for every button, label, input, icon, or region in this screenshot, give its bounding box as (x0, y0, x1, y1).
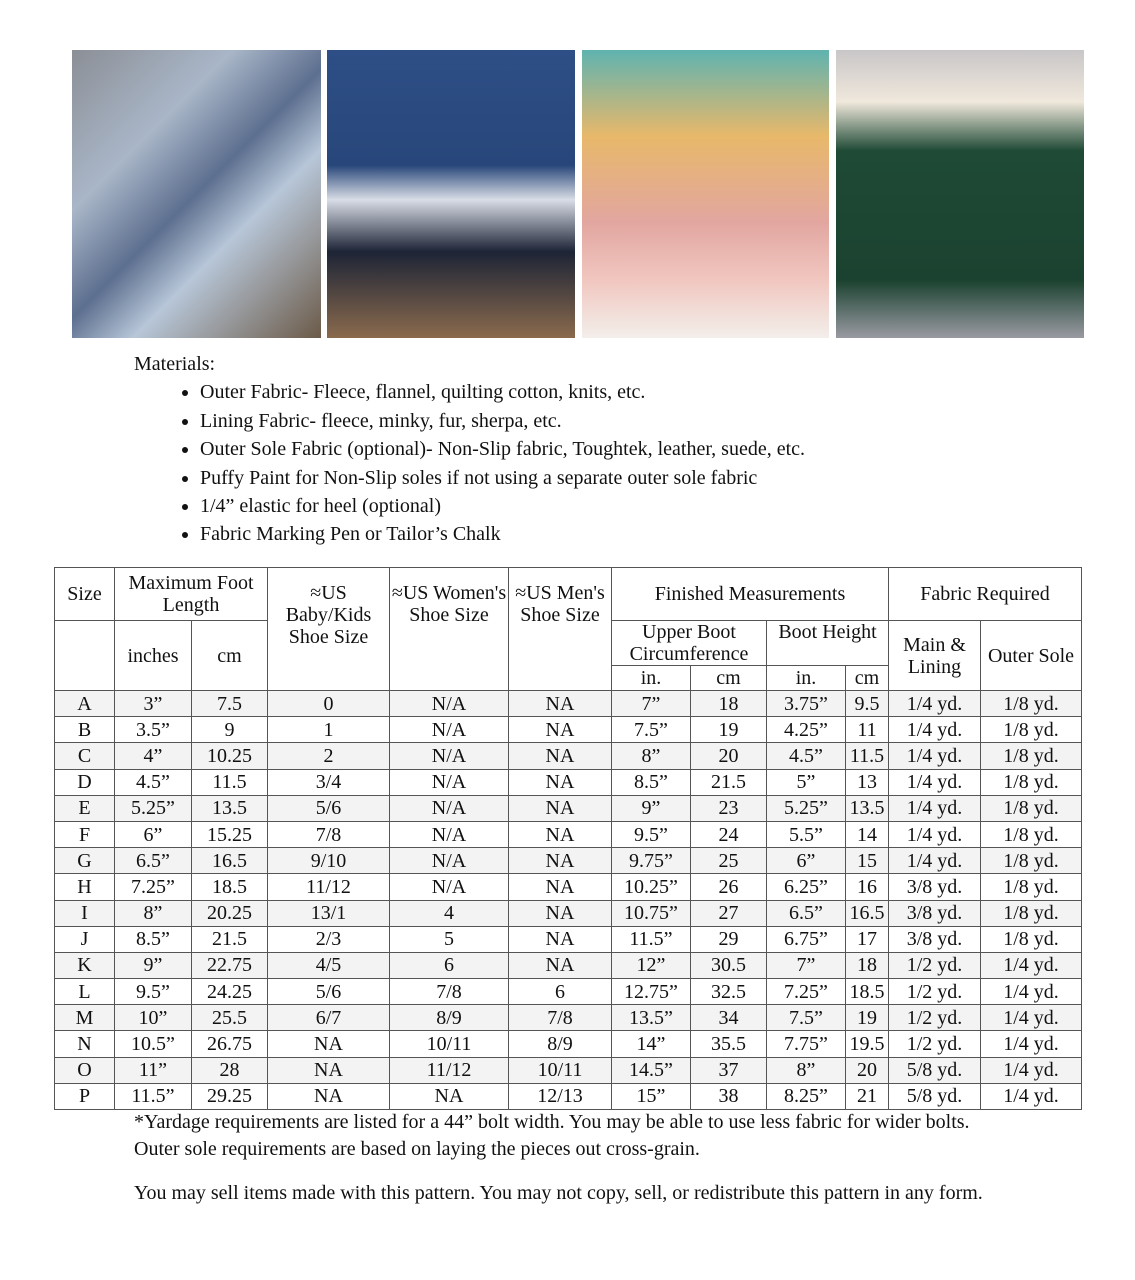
table-cell: N/A (390, 848, 509, 874)
table-cell: 1/4 yd. (981, 1083, 1082, 1109)
table-cell: 3.75” (767, 691, 846, 717)
table-cell: 1/8 yd. (981, 874, 1082, 900)
table-cell: NA (509, 743, 612, 769)
table-cell: 28 (192, 1057, 268, 1083)
table-cell: 11” (115, 1057, 192, 1083)
table-cell: A (55, 691, 115, 717)
table-cell: 1/8 yd. (981, 743, 1082, 769)
table-cell: 6/7 (268, 1005, 390, 1031)
table-cell: NA (509, 821, 612, 847)
table-row (55, 979, 1082, 1005)
table-cell: N/A (390, 795, 509, 821)
photo-snowflake-slippers (327, 50, 575, 338)
list-item: • Lining Fabric- fleece, minky, fur, sherpa, etc. (200, 407, 805, 435)
table-cell: 2 (268, 743, 390, 769)
table-cell: N/A (390, 691, 509, 717)
table-cell: 1/4 yd. (889, 769, 981, 795)
table-cell: N (55, 1031, 115, 1057)
header-fabric: Fabric Required (889, 568, 1082, 621)
table-cell: 1/4 yd. (889, 717, 981, 743)
table-cell: 6.75” (767, 926, 846, 952)
table-cell: 3/8 yd. (889, 900, 981, 926)
table-cell: 1/2 yd. (889, 1031, 981, 1057)
table-row (55, 769, 1082, 795)
table-cell: 1/4 yd. (981, 979, 1082, 1005)
table-cell: NA (509, 717, 612, 743)
materials-section (134, 350, 805, 549)
table-row (55, 874, 1082, 900)
table-cell: 18 (691, 691, 767, 717)
table-cell: 4” (115, 743, 192, 769)
table-cell: 14” (612, 1031, 691, 1057)
table-cell: 15.25 (192, 821, 268, 847)
header-upper-circumference: Upper Boot Circumference (612, 621, 767, 666)
table-cell: 10.75” (612, 900, 691, 926)
table-cell: 19 (846, 1005, 889, 1031)
table-cell: 12.75” (612, 979, 691, 1005)
table-cell: 20 (846, 1057, 889, 1083)
header-men: ≈US Men's Shoe Size (509, 568, 612, 691)
header-cm: cm (192, 621, 268, 691)
table-cell: N/A (390, 874, 509, 900)
table-row (55, 717, 1082, 743)
table-cell: 18 (846, 952, 889, 978)
list-item: • Outer Fabric- Fleece, flannel, quilting cotton, knits, etc. (200, 378, 805, 406)
table-cell: 7/8 (390, 979, 509, 1005)
materials-list (134, 378, 805, 548)
table-cell: H (55, 874, 115, 900)
header-in: in. (767, 666, 846, 691)
table-cell: 9.5” (612, 821, 691, 847)
table-cell: 14.5” (612, 1057, 691, 1083)
table-cell: 21.5 (691, 769, 767, 795)
table-cell: 25.5 (192, 1005, 268, 1031)
table-cell: 1/8 yd. (981, 848, 1082, 874)
table-cell: NA (509, 874, 612, 900)
table-cell: 26.75 (192, 1031, 268, 1057)
table-cell: 35.5 (691, 1031, 767, 1057)
table-cell: 8/9 (509, 1031, 612, 1057)
list-item: • 1/4” elastic for heel (optional) (200, 492, 805, 520)
list-item: • Puffy Paint for Non-Slip soles if not using a separate outer sole fabric (200, 464, 805, 492)
table-cell: 6.25” (767, 874, 846, 900)
table-cell: 1/4 yd. (981, 1031, 1082, 1057)
table-cell: 10” (115, 1005, 192, 1031)
table-cell: 18.5 (846, 979, 889, 1005)
table-cell: 6.5” (115, 848, 192, 874)
table-cell: 20 (691, 743, 767, 769)
materials-heading: Materials: (134, 353, 216, 375)
table-cell: 5/6 (268, 979, 390, 1005)
table-cell: 16 (846, 874, 889, 900)
table-cell: 5 (390, 926, 509, 952)
table-row (55, 848, 1082, 874)
table-cell: 7.25” (767, 979, 846, 1005)
table-cell: 5.25” (767, 795, 846, 821)
table-cell: 13.5” (612, 1005, 691, 1031)
table-row (55, 795, 1082, 821)
header-women: ≈US Women's Shoe Size (390, 568, 509, 691)
table-cell: NA (268, 1083, 390, 1109)
table-cell: 11.5” (612, 926, 691, 952)
table-cell: 1/8 yd. (981, 900, 1082, 926)
table-cell: 9” (115, 952, 192, 978)
table-cell: NA (268, 1057, 390, 1083)
table-row (55, 1031, 1082, 1057)
table-cell: 3” (115, 691, 192, 717)
table-cell: M (55, 1005, 115, 1031)
table-cell: 25 (691, 848, 767, 874)
table-cell: 34 (691, 1005, 767, 1031)
table-cell: 24 (691, 821, 767, 847)
header-cm: cm (691, 666, 767, 691)
table-cell: 7” (612, 691, 691, 717)
table-cell: 7/8 (509, 1005, 612, 1031)
table-cell: 3/8 yd. (889, 874, 981, 900)
photo-green-floral-boots (836, 50, 1084, 338)
table-cell: 10.25” (612, 874, 691, 900)
table-cell: 21.5 (192, 926, 268, 952)
table-cell: N/A (390, 717, 509, 743)
table-cell: 4 (390, 900, 509, 926)
table-cell: 1/4 yd. (981, 952, 1082, 978)
table-cell: 8” (115, 900, 192, 926)
table-cell: 11.5 (192, 769, 268, 795)
table-cell: 19 (691, 717, 767, 743)
list-item: • Outer Sole Fabric (optional)- Non-Slip fabric, Toughtek, leather, suede, etc. (200, 435, 805, 463)
table-row (55, 952, 1082, 978)
table-cell: 4.25” (767, 717, 846, 743)
photo-argyle-boots (72, 50, 321, 338)
table-cell: 3/8 yd. (889, 926, 981, 952)
table-row (55, 926, 1082, 952)
table-cell: 1/8 yd. (981, 821, 1082, 847)
list-item: • Fabric Marking Pen or Tailor’s Chalk (200, 520, 805, 548)
table-cell: 10/11 (390, 1031, 509, 1057)
table-cell: 37 (691, 1057, 767, 1083)
table-cell: 5/6 (268, 795, 390, 821)
table-cell: 6 (509, 979, 612, 1005)
table-cell: NA (268, 1031, 390, 1057)
license-note: You may sell items made with this pattern. You may not copy, sell, or redistribute this pattern in any form. (134, 1182, 983, 1204)
header-main-lining: Main & Lining (889, 621, 981, 691)
table-cell: 3/4 (268, 769, 390, 795)
table-cell: N/A (390, 821, 509, 847)
table-cell: 13.5 (192, 795, 268, 821)
table-cell: 5” (767, 769, 846, 795)
table-cell: 10.5” (115, 1031, 192, 1057)
table-cell: N/A (390, 743, 509, 769)
table-cell: NA (390, 1083, 509, 1109)
table-cell: 14 (846, 821, 889, 847)
table-cell: 6” (115, 821, 192, 847)
table-cell: 5.25” (115, 795, 192, 821)
table-cell: C (55, 743, 115, 769)
table-cell: 1/8 yd. (981, 769, 1082, 795)
table-cell: 1 (268, 717, 390, 743)
table-cell: 1/8 yd. (981, 926, 1082, 952)
table-cell: 11/12 (268, 874, 390, 900)
table-cell: 1/8 yd. (981, 691, 1082, 717)
table-row (55, 900, 1082, 926)
table-cell: 15” (612, 1083, 691, 1109)
table-cell: 5/8 yd. (889, 1083, 981, 1109)
table-cell: G (55, 848, 115, 874)
table-cell: 1/2 yd. (889, 1005, 981, 1031)
table-cell: I (55, 900, 115, 926)
table-cell: 24.25 (192, 979, 268, 1005)
table-cell: 17 (846, 926, 889, 952)
yardage-footnote: *Yardage requirements are listed for a 44” bolt width. You may be able to use less fabric for wider bolts. Outer sole requirements are based on laying the pieces out cross-grain. (134, 1111, 970, 1160)
table-cell: 19.5 (846, 1031, 889, 1057)
table-cell: 9.5” (115, 979, 192, 1005)
table-cell: 9.5 (846, 691, 889, 717)
table-cell: 8.25” (767, 1083, 846, 1109)
size-chart-table (54, 567, 1082, 1110)
table-cell: F (55, 821, 115, 847)
header-boot-height: Boot Height (767, 621, 889, 666)
table-cell: 7/8 (268, 821, 390, 847)
table-cell: 12/13 (509, 1083, 612, 1109)
table-cell: 13/1 (268, 900, 390, 926)
table-row (55, 1083, 1082, 1109)
table-cell: 1/2 yd. (889, 952, 981, 978)
table-cell: D (55, 769, 115, 795)
table-cell: NA (509, 926, 612, 952)
table-cell: 7.5 (192, 691, 268, 717)
table-cell: 2/3 (268, 926, 390, 952)
table-cell: 7.5” (612, 717, 691, 743)
table-cell: E (55, 795, 115, 821)
table-cell: J (55, 926, 115, 952)
table-row (55, 691, 1082, 717)
table-cell: 7.25” (115, 874, 192, 900)
table-cell: 1/4 yd. (889, 743, 981, 769)
table-cell: 0 (268, 691, 390, 717)
table-cell: K (55, 952, 115, 978)
table-cell: 16.5 (192, 848, 268, 874)
table-cell: 1/4 yd. (981, 1057, 1082, 1083)
table-cell: 20.25 (192, 900, 268, 926)
table-cell: 11/12 (390, 1057, 509, 1083)
table-cell: 29 (691, 926, 767, 952)
header-inches: inches (115, 621, 192, 691)
table-cell: 30.5 (691, 952, 767, 978)
table-cell: NA (509, 848, 612, 874)
header-blank (55, 621, 115, 691)
table-cell: 1/8 yd. (981, 795, 1082, 821)
table-cell: 9” (612, 795, 691, 821)
table-cell: 12” (612, 952, 691, 978)
table-cell: 1/4 yd. (889, 821, 981, 847)
table-cell: 9.75” (612, 848, 691, 874)
table-cell: 7.5” (767, 1005, 846, 1031)
table-cell: 8/9 (390, 1005, 509, 1031)
table-cell: 1/4 yd. (889, 691, 981, 717)
table-cell: 9 (192, 717, 268, 743)
table-cell: 27 (691, 900, 767, 926)
table-cell: 21 (846, 1083, 889, 1109)
header-baby-kids: ≈US Baby/Kids Shoe Size (268, 568, 390, 691)
table-cell: 29.25 (192, 1083, 268, 1109)
table-cell: 4.5” (115, 769, 192, 795)
table-cell: 3.5” (115, 717, 192, 743)
header-outer-sole: Outer Sole (981, 621, 1082, 691)
table-cell: 10.25 (192, 743, 268, 769)
table-cell: 4.5” (767, 743, 846, 769)
table-cell: NA (509, 769, 612, 795)
header-size: Size (55, 568, 115, 621)
table-cell: 7” (767, 952, 846, 978)
table-cell: NA (509, 691, 612, 717)
table-row (55, 1057, 1082, 1083)
table-cell: 1/2 yd. (889, 979, 981, 1005)
table-cell: 8.5” (115, 926, 192, 952)
table-cell: 8.5” (612, 769, 691, 795)
header-cm: cm (846, 666, 889, 691)
table-cell: 6.5” (767, 900, 846, 926)
table-cell: 23 (691, 795, 767, 821)
table-cell: L (55, 979, 115, 1005)
table-row (55, 821, 1082, 847)
header-max-foot-length: Maximum Foot Length (115, 568, 268, 621)
table-cell: 7.75” (767, 1031, 846, 1057)
table-cell: 16.5 (846, 900, 889, 926)
photo-pink-booties (582, 50, 829, 338)
table-cell: 11.5” (115, 1083, 192, 1109)
table-cell: 1/4 yd. (889, 848, 981, 874)
table-cell: 26 (691, 874, 767, 900)
table-cell: NA (509, 900, 612, 926)
table-cell: O (55, 1057, 115, 1083)
table-cell: 1/4 yd. (889, 795, 981, 821)
table-cell: N/A (390, 769, 509, 795)
table-cell: 1/8 yd. (981, 717, 1082, 743)
table-cell: 11.5 (846, 743, 889, 769)
table-cell: 1/4 yd. (981, 1005, 1082, 1031)
table-cell: NA (509, 795, 612, 821)
table-cell: 6 (390, 952, 509, 978)
table-cell: 8” (612, 743, 691, 769)
table-cell: 8” (767, 1057, 846, 1083)
table-cell: 38 (691, 1083, 767, 1109)
table-cell: 18.5 (192, 874, 268, 900)
table-cell: 22.75 (192, 952, 268, 978)
table-row (55, 743, 1082, 769)
table-cell: 5.5” (767, 821, 846, 847)
table-cell: 11 (846, 717, 889, 743)
table-cell: B (55, 717, 115, 743)
table-cell: 4/5 (268, 952, 390, 978)
table-cell: 13.5 (846, 795, 889, 821)
header-finished: Finished Measurements (612, 568, 889, 621)
table-row (55, 1005, 1082, 1031)
table-cell: 32.5 (691, 979, 767, 1005)
table-cell: 15 (846, 848, 889, 874)
table-cell: P (55, 1083, 115, 1109)
table-cell: 9/10 (268, 848, 390, 874)
table-cell: 6” (767, 848, 846, 874)
table-cell: NA (509, 952, 612, 978)
header-in: in. (612, 666, 691, 691)
table-cell: 13 (846, 769, 889, 795)
table-cell: 10/11 (509, 1057, 612, 1083)
table-cell: 5/8 yd. (889, 1057, 981, 1083)
